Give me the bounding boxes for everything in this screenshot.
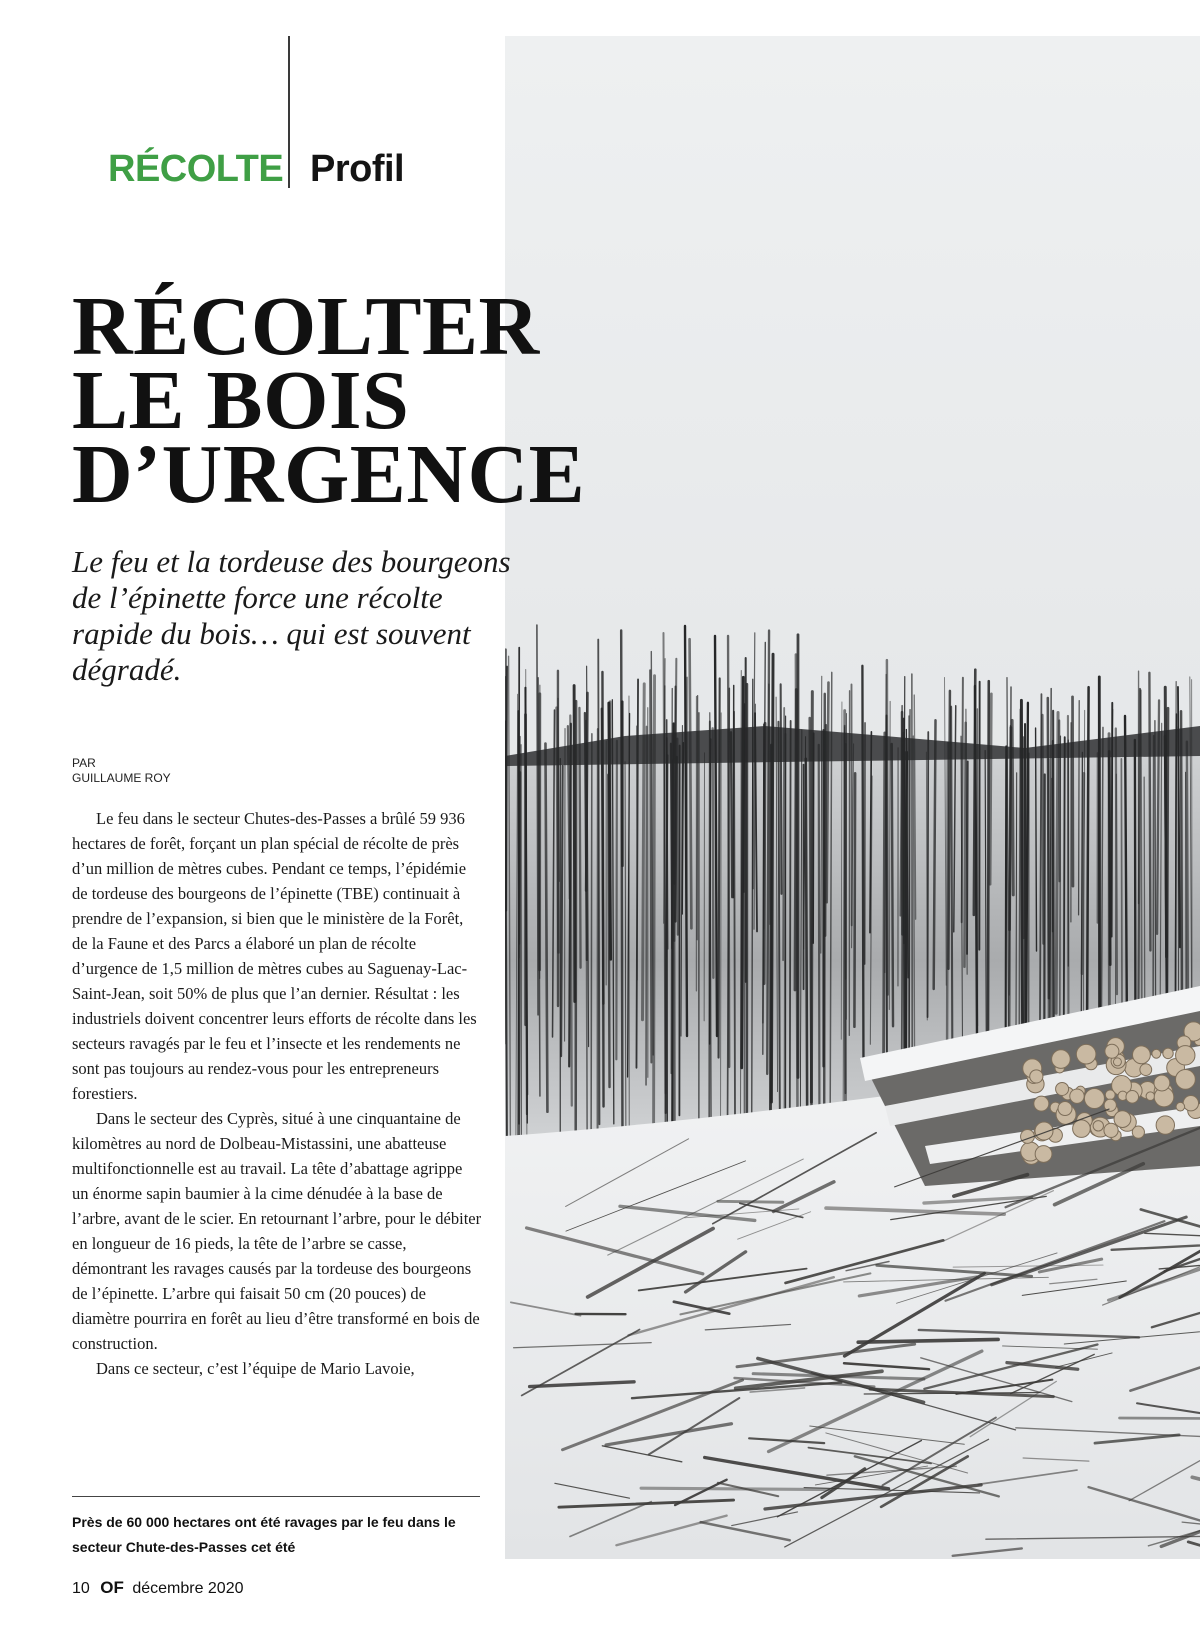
- body-paragraph: Dans le secteur des Cyprès, situé à une cinquantaine de kilomètres au nord de Dolbeau-Mistassini, une abatteuse multifonctionnelle est au travail. La tête d’abattage agrippe un énorme sapin baumier à la cime dénudée à la base de l’arbre, avant de le scier. En retournant l’arbre, pour le débiter en longueur de 16 pieds, la tête de l’arbre se casse, démontrant les ravages causés par la tordeuse des bourgeons de l’épinette. L’arbre qui faisait 50 cm (20 pouces) de diamètre pourrira en forêt au lieu d’être transformé en bois de construction.: [72, 1109, 482, 1353]
- burnt-forest-photo: [505, 36, 1200, 1559]
- byline-prefix: PAR: [72, 756, 96, 770]
- magazine-name: OF: [100, 1578, 124, 1597]
- photo-caption: Près de 60 000 hectares ont été ravages par le feu dans le secteur Chute-des-Passes cet été: [72, 1514, 456, 1555]
- byline: [72, 756, 171, 786]
- article-body: [72, 806, 482, 1381]
- kicker-divider: [288, 36, 290, 188]
- author-name: GUILLAUME ROY: [72, 771, 171, 785]
- caption-divider: [72, 1496, 480, 1497]
- rubric-label: Profil: [310, 148, 405, 190]
- body-paragraph: Dans ce secteur, c’est l’équipe de Mario Lavoie,: [96, 1359, 415, 1378]
- headline-line: RÉCOLTER: [72, 280, 540, 373]
- page-footer: [72, 1578, 244, 1598]
- headline-line: LE BOIS: [72, 354, 410, 447]
- body-paragraph: Le feu dans le secteur Chutes-des-Passes a brûlé 59 936 hectares de forêt, forçant un plan spécial de récolte de près d’un million de mètres cubes. Pendant ce temps, l’épidémie de tordeuse des bourgeons de l’épinette (TBE) continuait à prendre de l’expansion, si bien que le ministère de la Forêt, de la Faune et des Parcs a élaboré un plan de récolte d’urgence de 1,5 million de mètres cubes au Saguenay-Lac-Saint-Jean, soit 50% de plus que l’an dernier. Résultat : les industriels doivent concentrer leurs efforts de récolte dans les secteurs ravagés par le feu et l’insecte et les rendements ne sont pas toujours au rendez-vous pour les entrepreneurs forestiers.: [72, 809, 477, 1103]
- section-label: RÉCOLTE: [108, 148, 284, 190]
- snowy-burnt-forest-illustration: [505, 36, 1200, 1559]
- headline-line: D’URGENCE: [72, 428, 586, 521]
- article-headline: [72, 280, 586, 521]
- issue-date: décembre 2020: [132, 1580, 244, 1597]
- page-number: 10: [72, 1580, 90, 1597]
- article-deck: Le feu et la tordeuse des bourgeons de l’épinette force une récolte rapide du bois… qui est souvent dégradé.: [72, 544, 511, 687]
